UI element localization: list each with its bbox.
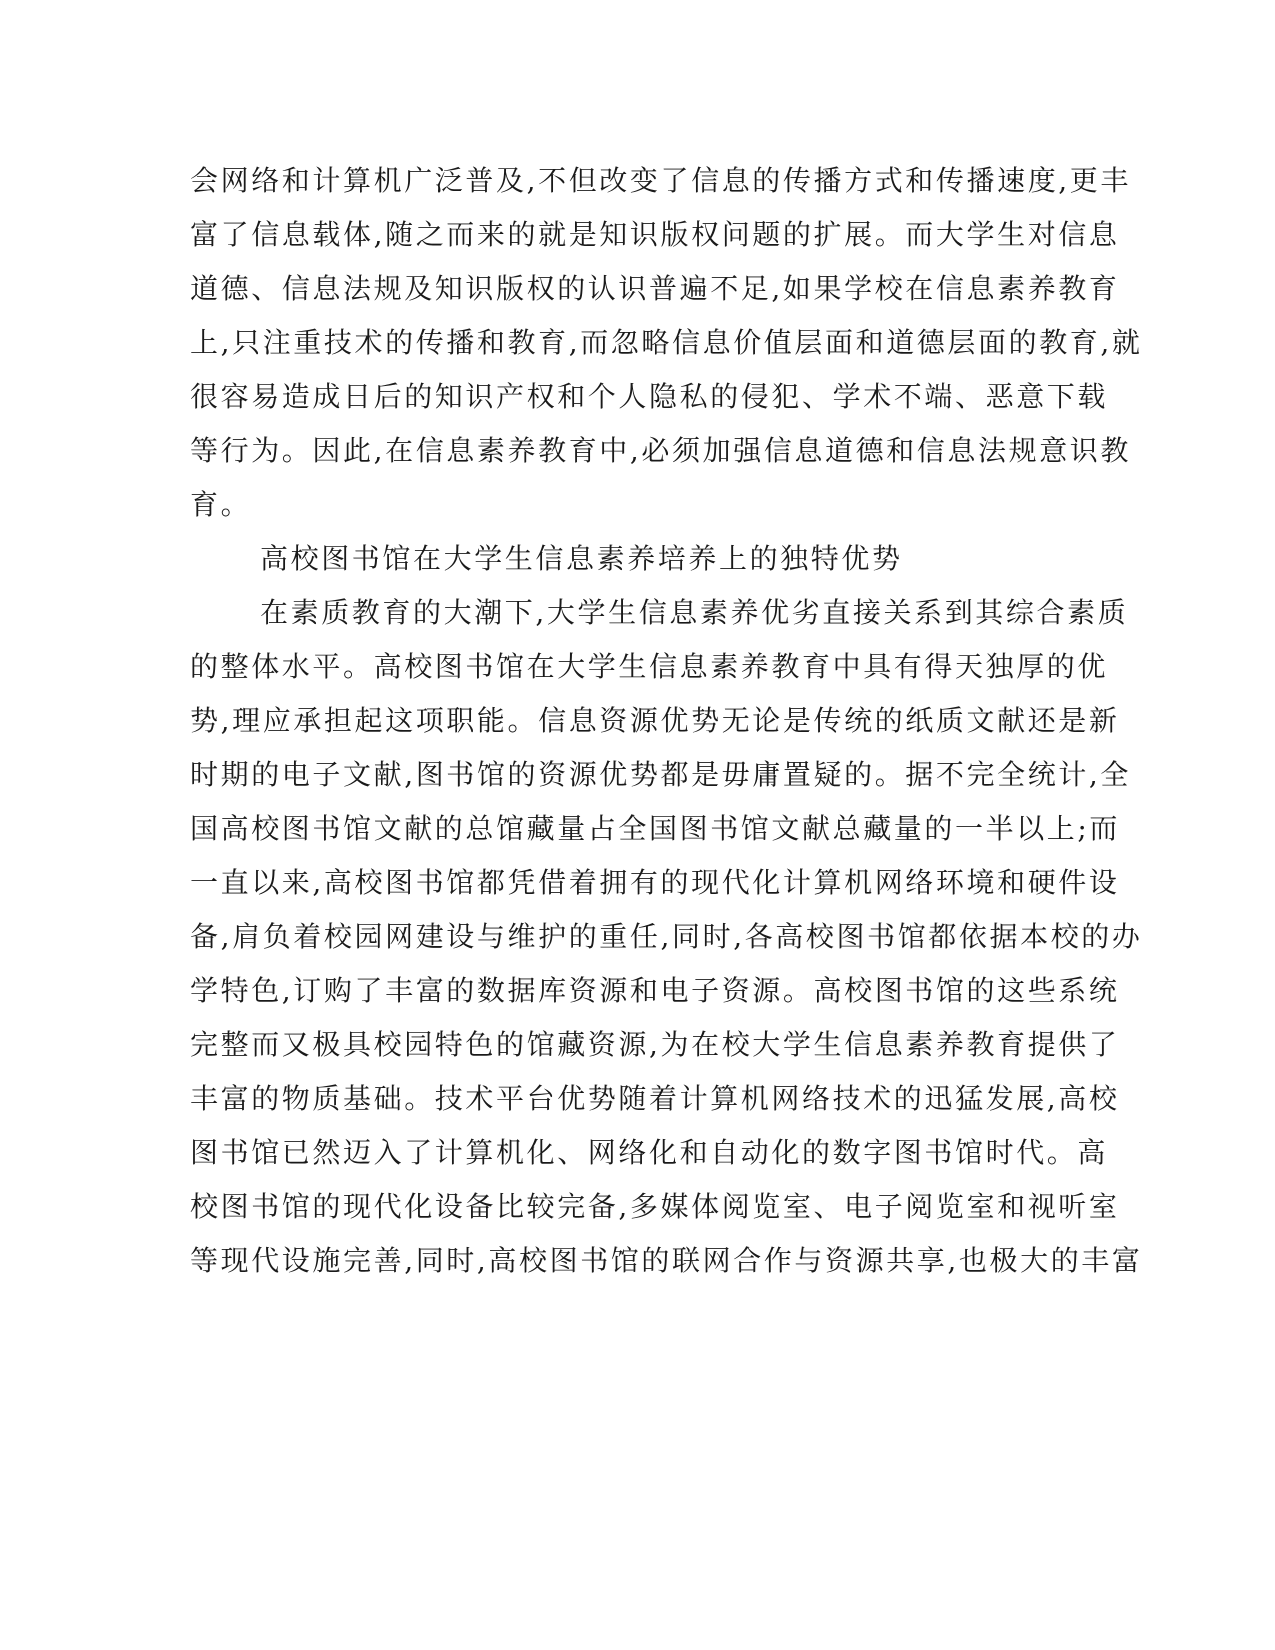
text-line: 道德、信息法规及知识版权的认识普遍不足,如果学校在信息素养教育 xyxy=(190,272,1120,305)
text-line: 备,肩负着校园网建设与维护的重任,同时,各高校图书馆都依据本校的办 xyxy=(190,920,1143,953)
text-line: 校图书馆的现代化设备比较完备,多媒体阅览室、电子阅览室和视听室 xyxy=(190,1190,1120,1223)
text-line: 等行为。因此,在信息素养教育中,必须加强信息道德和信息法规意识教 xyxy=(190,434,1132,467)
text-line: 完整而又极具校园特色的馆藏资源,为在校大学生信息素养教育提供了 xyxy=(190,1028,1120,1061)
text-line: 国高校图书馆文献的总馆藏量占全国图书馆文献总藏量的一半以上;而 xyxy=(190,812,1121,845)
text-line: 丰富的物质基础。技术平台优势随着计算机网络技术的迅猛发展,高校 xyxy=(190,1082,1120,1115)
text-line: 势,理应承担起这项职能。信息资源优势无论是传统的纸质文献还是新 xyxy=(190,704,1120,737)
text-line: 学特色,订购了丰富的数据库资源和电子资源。高校图书馆的这些系统 xyxy=(190,974,1120,1007)
text-line: 会网络和计算机广泛普及,不但改变了信息的传播方式和传播速度,更丰 xyxy=(190,164,1132,197)
text-line: 很容易造成日后的知识产权和个人隐私的侵犯、学术不端、恶意下载 xyxy=(190,380,1109,413)
text-line: 图书馆已然迈入了计算机化、网络化和自动化的数字图书馆时代。高 xyxy=(190,1136,1109,1169)
section-heading: 高校图书馆在大学生信息素养培养上的独特优势 xyxy=(260,542,903,575)
text-line: 育。 xyxy=(190,488,252,521)
text-line: 的整体水平。高校图书馆在大学生信息素养教育中具有得天独厚的优 xyxy=(190,650,1109,683)
text-line: 等现代设施完善,同时,高校图书馆的联网合作与资源共享,也极大的丰富 xyxy=(190,1244,1143,1277)
text-line: 时期的电子文献,图书馆的资源优势都是毋庸置疑的。据不完全统计,全 xyxy=(190,758,1132,791)
text-line: 一直以来,高校图书馆都凭借着拥有的现代化计算机网络环境和硬件设 xyxy=(190,866,1120,899)
text-line: 上,只注重技术的传播和教育,而忽略信息价值层面和道德层面的教育,就 xyxy=(190,326,1143,359)
text-line: 富了信息载体,随之而来的就是知识版权问题的扩展。而大学生对信息 xyxy=(190,218,1120,251)
text-line: 在素质教育的大潮下,大学生信息素养优劣直接关系到其综合素质 xyxy=(260,596,1129,629)
